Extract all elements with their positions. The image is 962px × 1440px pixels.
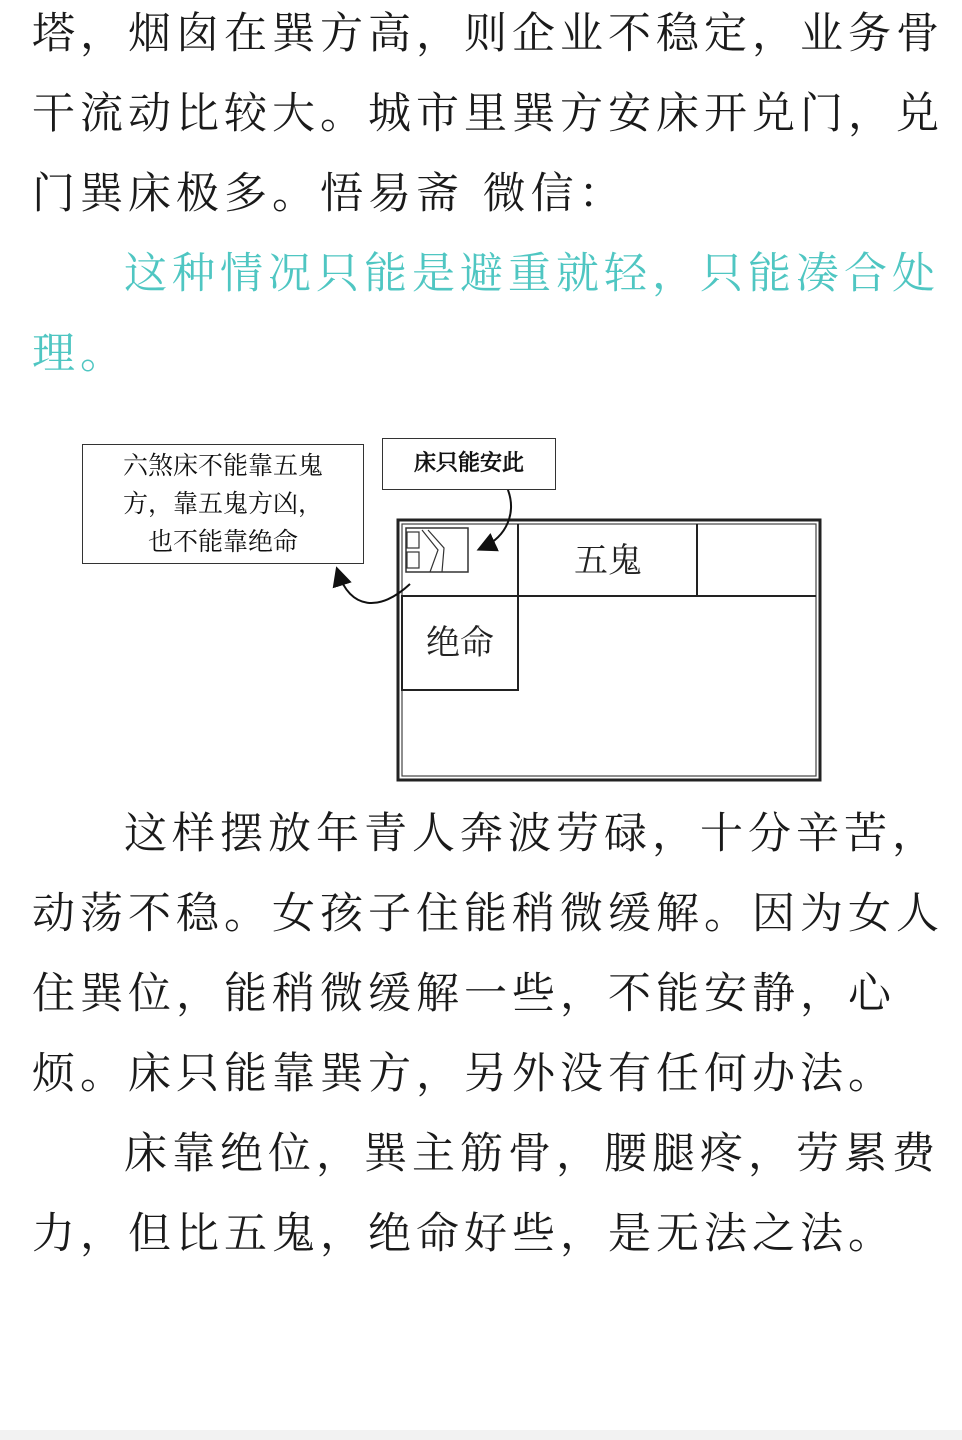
text-line: 理。 bbox=[32, 329, 128, 379]
room-jueming-label: 绝命 bbox=[426, 623, 494, 663]
text-line: 住巽位，能稍微缓解一些，不能安静，心 bbox=[32, 969, 896, 1019]
note-line: 方，靠五鬼方凶， bbox=[122, 489, 323, 518]
note-line: 六煞床不能靠五鬼 bbox=[122, 451, 323, 480]
note-right-box bbox=[382, 438, 556, 490]
room-wugui-label: 五鬼 bbox=[574, 541, 642, 581]
text-line: 床靠绝位，巽主筋骨，腰腿疼，劳累费 bbox=[124, 1129, 940, 1179]
body-paragraph-2 bbox=[32, 1114, 940, 1274]
text-line: 干流动比较大。城市里巽方安床开兑门，兑 bbox=[32, 89, 944, 139]
text-line: 这种情况只能是避重就轻，只能凑合处 bbox=[124, 249, 940, 299]
highlight-paragraph bbox=[32, 234, 940, 394]
note-line: 也不能靠绝命 bbox=[147, 527, 298, 556]
text-line: 门巽床极多。悟易斋 微信： bbox=[32, 169, 627, 219]
text-line: 这样摆放年青人奔波劳碌，十分辛苦， bbox=[124, 809, 940, 859]
body-paragraph-1 bbox=[32, 794, 944, 1114]
text-line: 烦。床只能靠巽方，另外没有任何办法。 bbox=[32, 1049, 896, 1099]
floor-plan-diagram bbox=[80, 432, 840, 792]
intro-paragraph bbox=[32, 0, 944, 234]
bottom-bar bbox=[0, 1430, 962, 1440]
text-line: 塔，烟囱在巽方高，则企业不稳定，业务骨 bbox=[32, 9, 944, 59]
note-left-box bbox=[82, 444, 364, 564]
text-line: 动荡不稳。女孩子住能稍微缓解。因为女人 bbox=[32, 889, 944, 939]
bed-icon bbox=[406, 528, 468, 572]
note-line: 床只能安此 bbox=[413, 450, 524, 476]
text-line: 力，但比五鬼，绝命好些，是无法之法。 bbox=[32, 1209, 896, 1259]
